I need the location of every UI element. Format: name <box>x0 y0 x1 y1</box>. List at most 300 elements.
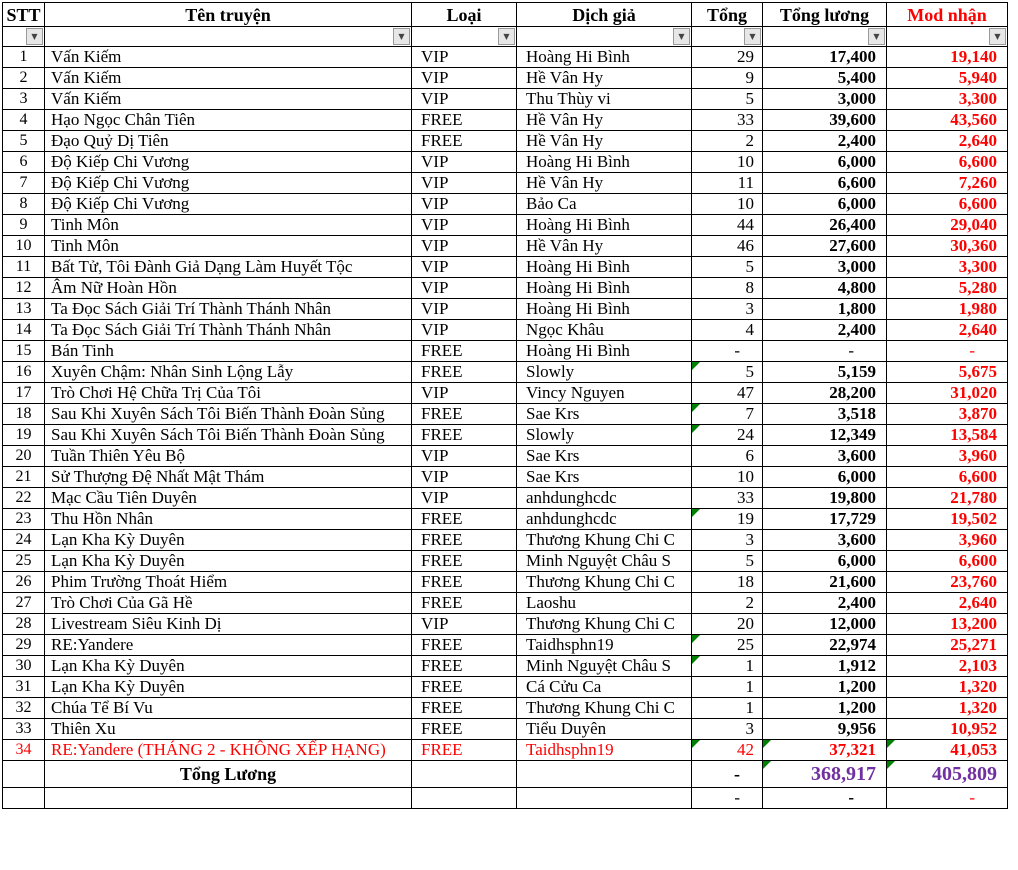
story-name-cell[interactable] <box>45 152 412 173</box>
story-name-cell[interactable] <box>45 215 412 236</box>
translator-cell[interactable] <box>517 740 692 761</box>
footer-total-salary-cell[interactable]: - <box>763 788 887 809</box>
row-number-cell-text: 2 <box>19 69 28 86</box>
translator-cell[interactable] <box>517 509 692 530</box>
mod-receive-cell[interactable] <box>887 656 1008 677</box>
total-chapters-cell[interactable] <box>692 593 763 614</box>
row-number-cell[interactable] <box>3 194 45 215</box>
type-cell[interactable] <box>412 320 517 341</box>
mod-receive-cell[interactable] <box>887 509 1008 530</box>
mod-receive-cell[interactable] <box>887 572 1008 593</box>
total-salary-cell[interactable] <box>763 719 887 740</box>
total-salary-cell[interactable] <box>763 446 887 467</box>
total-chapters-cell[interactable] <box>692 110 763 131</box>
translator-cell[interactable] <box>517 383 692 404</box>
story-name-cell[interactable] <box>45 677 412 698</box>
total-chapters-cell[interactable] <box>692 278 763 299</box>
total-salary-cell[interactable] <box>763 278 887 299</box>
row-number-cell[interactable] <box>3 446 45 467</box>
translator-cell-text: Sae Krs <box>526 446 580 465</box>
story-name-cell[interactable] <box>45 341 412 362</box>
error-triangle-icon <box>887 740 895 748</box>
mod-receive-cell[interactable] <box>887 362 1008 383</box>
total-salary-cell-text: 9,956 <box>837 719 876 738</box>
row-number-cell[interactable] <box>3 278 45 299</box>
row-number-cell[interactable] <box>3 257 45 278</box>
story-name-cell[interactable] <box>45 425 412 446</box>
row-number-cell[interactable] <box>3 236 45 257</box>
mod-receive-cell[interactable] <box>887 215 1008 236</box>
row-number-cell[interactable] <box>3 467 45 488</box>
translator-cell[interactable] <box>517 656 692 677</box>
row-number-cell[interactable] <box>3 551 45 572</box>
type-cell[interactable] <box>412 446 517 467</box>
story-name-cell[interactable] <box>45 656 412 677</box>
translator-cell[interactable] <box>517 362 692 383</box>
filter-dropdown-button-stt[interactable] <box>26 28 43 45</box>
translator-cell[interactable] <box>517 110 692 131</box>
mod-receive-cell[interactable] <box>887 278 1008 299</box>
total-salary-cell[interactable] <box>763 341 887 362</box>
translator-cell[interactable] <box>517 68 692 89</box>
mod-receive-cell[interactable] <box>887 341 1008 362</box>
translator-cell[interactable] <box>517 530 692 551</box>
mod-receive-cell[interactable] <box>887 488 1008 509</box>
summary-empty-translator-cell[interactable] <box>517 761 692 788</box>
footer-empty-translator-cell[interactable] <box>517 788 692 809</box>
row-number-cell-text: 31 <box>15 678 32 695</box>
type-cell[interactable] <box>412 362 517 383</box>
translator-cell[interactable] <box>517 173 692 194</box>
mod-receive-cell-text: 1,980 <box>958 299 997 318</box>
total-chapters-cell[interactable] <box>692 362 763 383</box>
column-header-total-salary[interactable]: Tổng lương <box>763 3 887 27</box>
row-number-cell-text: 18 <box>15 405 32 422</box>
row-number-cell[interactable] <box>3 572 45 593</box>
story-name-cell[interactable] <box>45 551 412 572</box>
story-name-cell[interactable] <box>45 194 412 215</box>
total-chapters-cell[interactable] <box>692 341 763 362</box>
type-cell[interactable] <box>412 110 517 131</box>
row-number-cell-text: 20 <box>15 447 32 464</box>
story-name-cell[interactable] <box>45 740 412 761</box>
story-name-cell[interactable] <box>45 257 412 278</box>
mod-receive-cell[interactable] <box>887 551 1008 572</box>
translator-cell[interactable] <box>517 572 692 593</box>
total-chapters-cell[interactable] <box>692 47 763 68</box>
mod-receive-cell[interactable] <box>887 467 1008 488</box>
total-salary-cell[interactable] <box>763 635 887 656</box>
story-name-cell[interactable] <box>45 362 412 383</box>
mod-receive-cell[interactable] <box>887 698 1008 719</box>
story-name-cell[interactable] <box>45 593 412 614</box>
story-name-cell[interactable] <box>45 488 412 509</box>
row-number-cell[interactable] <box>3 719 45 740</box>
mod-receive-cell-text: 5,675 <box>958 362 997 381</box>
column-header-total[interactable]: Tổng <box>692 3 763 27</box>
total-salary-cell[interactable] <box>763 740 887 761</box>
row-number-cell[interactable] <box>3 614 45 635</box>
translator-cell[interactable] <box>517 299 692 320</box>
story-name-cell[interactable] <box>45 68 412 89</box>
type-cell[interactable] <box>412 572 517 593</box>
total-salary-cell-text: 12,000 <box>829 614 876 633</box>
column-header-type[interactable]: Loại <box>412 3 517 27</box>
story-name-cell[interactable] <box>45 404 412 425</box>
story-name-cell[interactable] <box>45 719 412 740</box>
translator-cell[interactable] <box>517 551 692 572</box>
filter-dropdown-button-total[interactable] <box>744 28 761 45</box>
type-cell[interactable] <box>412 635 517 656</box>
mod-receive-cell[interactable] <box>887 719 1008 740</box>
total-chapters-cell[interactable] <box>692 488 763 509</box>
total-chapters-cell[interactable] <box>692 404 763 425</box>
type-cell[interactable] <box>412 488 517 509</box>
row-number-cell-text: 33 <box>15 720 32 737</box>
type-cell[interactable] <box>412 614 517 635</box>
row-number-cell[interactable] <box>3 110 45 131</box>
type-cell[interactable] <box>412 299 517 320</box>
row-number-cell[interactable] <box>3 383 45 404</box>
total-salary-cell[interactable] <box>763 194 887 215</box>
type-cell[interactable] <box>412 152 517 173</box>
translator-cell-text: Thương Khung Chi C <box>526 698 676 717</box>
translator-cell[interactable] <box>517 677 692 698</box>
translator-cell[interactable] <box>517 278 692 299</box>
type-cell[interactable] <box>412 677 517 698</box>
total-chapters-cell[interactable] <box>692 152 763 173</box>
row-number-cell[interactable] <box>3 404 45 425</box>
mod-receive-cell[interactable] <box>887 740 1008 761</box>
summary-empty-type-cell[interactable] <box>412 761 517 788</box>
column-header-story-name[interactable]: Tên truyện <box>45 3 412 27</box>
summary-empty-stt-cell[interactable] <box>3 761 45 788</box>
column-header-mod-receive[interactable]: Mod nhận <box>887 3 1008 27</box>
translator-cell[interactable] <box>517 719 692 740</box>
type-cell[interactable] <box>412 257 517 278</box>
footer-empty-type-cell[interactable] <box>412 788 517 809</box>
total-salary-cell[interactable] <box>763 509 887 530</box>
filter-dropdown-button-story-name[interactable] <box>393 28 410 45</box>
row-number-cell[interactable] <box>3 425 45 446</box>
footer-empty-stt-cell[interactable] <box>3 788 45 809</box>
total-salary-cell[interactable] <box>763 362 887 383</box>
mod-receive-cell[interactable] <box>887 593 1008 614</box>
type-cell[interactable] <box>412 215 517 236</box>
mod-receive-cell[interactable] <box>887 530 1008 551</box>
type-cell[interactable] <box>412 236 517 257</box>
total-salary-cell[interactable] <box>763 320 887 341</box>
translator-cell[interactable] <box>517 593 692 614</box>
translator-cell[interactable] <box>517 257 692 278</box>
total-salary-cell[interactable] <box>763 593 887 614</box>
column-header-translator[interactable]: Dịch giả <box>517 3 692 27</box>
translator-cell-text: Taidhsphn19 <box>526 740 614 759</box>
total-chapters-cell[interactable] <box>692 635 763 656</box>
translator-cell[interactable] <box>517 614 692 635</box>
type-cell[interactable] <box>412 719 517 740</box>
translator-cell-text: Hề Vân Hy <box>526 236 604 255</box>
row-number-cell[interactable] <box>3 740 45 761</box>
type-cell[interactable] <box>412 278 517 299</box>
total-chapters-cell[interactable] <box>692 68 763 89</box>
type-cell[interactable] <box>412 194 517 215</box>
translator-cell-text: Taidhsphn19 <box>526 635 614 654</box>
translator-cell[interactable] <box>517 89 692 110</box>
mod-receive-cell-text: - <box>969 341 975 360</box>
total-chapters-cell[interactable] <box>692 614 763 635</box>
translator-cell[interactable] <box>517 341 692 362</box>
translator-cell[interactable] <box>517 131 692 152</box>
column-header-stt[interactable]: STT <box>3 3 45 27</box>
story-name-cell[interactable] <box>45 236 412 257</box>
mod-receive-cell[interactable] <box>887 257 1008 278</box>
story-name-cell[interactable] <box>45 131 412 152</box>
total-chapters-cell[interactable] <box>692 173 763 194</box>
translator-cell[interactable] <box>517 194 692 215</box>
type-cell[interactable] <box>412 551 517 572</box>
total-chapters-cell[interactable] <box>692 467 763 488</box>
total-chapters-cell[interactable] <box>692 677 763 698</box>
mod-receive-cell[interactable] <box>887 152 1008 173</box>
row-number-cell[interactable] <box>3 509 45 530</box>
story-name-cell[interactable] <box>45 278 412 299</box>
story-name-cell[interactable] <box>45 698 412 719</box>
mod-receive-cell[interactable] <box>887 614 1008 635</box>
row-number-cell[interactable] <box>3 341 45 362</box>
row-number-cell[interactable] <box>3 173 45 194</box>
summary-mod-receive-cell[interactable] <box>887 761 1008 788</box>
mod-receive-cell[interactable] <box>887 47 1008 68</box>
mod-receive-cell[interactable] <box>887 635 1008 656</box>
filter-dropdown-button-translator[interactable] <box>673 28 690 45</box>
total-chapters-cell[interactable] <box>692 383 763 404</box>
salary-table <box>2 2 1008 809</box>
footer-mod-receive-cell[interactable]: - <box>887 788 1008 809</box>
mod-receive-cell[interactable] <box>887 320 1008 341</box>
total-salary-cell-text: 1,912 <box>837 656 876 675</box>
type-cell[interactable] <box>412 698 517 719</box>
type-cell[interactable] <box>412 530 517 551</box>
total-salary-cell[interactable] <box>763 551 887 572</box>
translator-cell[interactable] <box>517 236 692 257</box>
total-salary-cell[interactable] <box>763 131 887 152</box>
row-number-cell[interactable] <box>3 530 45 551</box>
total-chapters-cell[interactable] <box>692 698 763 719</box>
type-cell[interactable] <box>412 131 517 152</box>
type-cell[interactable] <box>412 467 517 488</box>
translator-cell[interactable] <box>517 47 692 68</box>
total-salary-cell[interactable] <box>763 215 887 236</box>
translator-cell-text: Hề Vân Hy <box>526 110 604 129</box>
filter-dropdown-button-total-salary[interactable] <box>868 28 885 45</box>
total-salary-cell[interactable] <box>763 152 887 173</box>
total-salary-cell[interactable] <box>763 572 887 593</box>
total-salary-cell[interactable] <box>763 299 887 320</box>
row-number-cell[interactable] <box>3 698 45 719</box>
translator-cell[interactable] <box>517 488 692 509</box>
row-number-cell[interactable] <box>3 68 45 89</box>
row-number-cell-text: 19 <box>15 426 32 443</box>
mod-receive-cell-text: 31,020 <box>950 383 997 402</box>
table-row <box>3 236 1008 257</box>
story-name-cell[interactable] <box>45 614 412 635</box>
translator-cell[interactable] <box>517 467 692 488</box>
table-row <box>3 593 1008 614</box>
type-cell[interactable] <box>412 656 517 677</box>
summary-label-cell[interactable]: Tổng Lương <box>45 761 412 788</box>
filter-dropdown-button-type[interactable] <box>498 28 515 45</box>
story-name-cell[interactable] <box>45 530 412 551</box>
row-number-cell-text: 1 <box>19 48 28 65</box>
translator-cell[interactable] <box>517 320 692 341</box>
total-salary-cell[interactable] <box>763 89 887 110</box>
mod-receive-cell[interactable] <box>887 404 1008 425</box>
story-name-cell-text: RE:Yandere <box>51 635 134 654</box>
mod-receive-cell[interactable] <box>887 131 1008 152</box>
total-chapters-cell[interactable] <box>692 530 763 551</box>
total-chapters-cell[interactable] <box>692 194 763 215</box>
story-name-cell[interactable] <box>45 383 412 404</box>
total-chapters-cell[interactable] <box>692 89 763 110</box>
total-salary-cell[interactable] <box>763 614 887 635</box>
total-salary-cell[interactable] <box>763 383 887 404</box>
summary-total-salary-cell[interactable] <box>763 761 887 788</box>
row-number-cell[interactable] <box>3 89 45 110</box>
type-cell[interactable] <box>412 68 517 89</box>
story-name-cell[interactable] <box>45 173 412 194</box>
total-salary-cell[interactable] <box>763 530 887 551</box>
row-number-cell[interactable] <box>3 131 45 152</box>
type-cell[interactable] <box>412 593 517 614</box>
type-cell[interactable] <box>412 47 517 68</box>
type-cell[interactable] <box>412 425 517 446</box>
row-number-cell-text: 7 <box>19 174 28 191</box>
total-salary-cell[interactable] <box>763 677 887 698</box>
story-name-cell-text: Tinh Môn <box>51 215 119 234</box>
row-number-cell[interactable] <box>3 215 45 236</box>
table-row <box>3 47 1008 68</box>
total-chapters-cell[interactable] <box>692 719 763 740</box>
mod-receive-cell-text: 6,600 <box>958 152 997 171</box>
total-chapters-cell[interactable] <box>692 551 763 572</box>
type-cell[interactable] <box>412 740 517 761</box>
total-salary-cell[interactable] <box>763 698 887 719</box>
total-chapters-cell[interactable] <box>692 656 763 677</box>
translator-cell[interactable] <box>517 446 692 467</box>
translator-cell[interactable] <box>517 404 692 425</box>
total-chapters-cell[interactable] <box>692 425 763 446</box>
mod-receive-cell[interactable] <box>887 425 1008 446</box>
translator-cell[interactable] <box>517 635 692 656</box>
total-salary-cell[interactable] <box>763 47 887 68</box>
summary-total-cell[interactable]: - <box>692 761 763 788</box>
row-number-cell[interactable] <box>3 635 45 656</box>
type-cell[interactable] <box>412 341 517 362</box>
translator-cell[interactable] <box>517 425 692 446</box>
story-name-cell[interactable] <box>45 467 412 488</box>
total-chapters-cell[interactable] <box>692 446 763 467</box>
footer-empty-name-cell[interactable] <box>45 788 412 809</box>
story-name-cell[interactable] <box>45 572 412 593</box>
type-cell[interactable] <box>412 89 517 110</box>
total-chapters-cell[interactable] <box>692 257 763 278</box>
translator-cell[interactable] <box>517 152 692 173</box>
type-cell[interactable] <box>412 383 517 404</box>
total-chapters-cell-text: 5 <box>745 551 754 570</box>
total-salary-cell[interactable] <box>763 236 887 257</box>
row-number-cell-text: 17 <box>15 384 32 401</box>
translator-cell[interactable] <box>517 215 692 236</box>
story-name-cell[interactable] <box>45 47 412 68</box>
type-cell[interactable] <box>412 404 517 425</box>
total-chapters-cell[interactable] <box>692 236 763 257</box>
mod-receive-cell[interactable] <box>887 677 1008 698</box>
story-name-cell[interactable] <box>45 509 412 530</box>
row-number-cell[interactable] <box>3 677 45 698</box>
mod-receive-cell[interactable] <box>887 68 1008 89</box>
total-chapters-cell[interactable] <box>692 740 763 761</box>
mod-receive-cell[interactable] <box>887 446 1008 467</box>
mod-receive-cell[interactable] <box>887 383 1008 404</box>
row-number-cell[interactable] <box>3 488 45 509</box>
row-number-cell[interactable] <box>3 362 45 383</box>
story-name-cell[interactable] <box>45 446 412 467</box>
total-salary-cell[interactable] <box>763 656 887 677</box>
type-cell[interactable] <box>412 173 517 194</box>
total-salary-cell[interactable] <box>763 467 887 488</box>
row-number-cell[interactable] <box>3 593 45 614</box>
mod-receive-cell-text: 6,600 <box>958 194 997 213</box>
total-salary-cell[interactable] <box>763 68 887 89</box>
story-name-cell[interactable] <box>45 320 412 341</box>
mod-receive-cell[interactable] <box>887 89 1008 110</box>
filter-dropdown-button-mod-receive[interactable] <box>989 28 1006 45</box>
total-salary-cell[interactable] <box>763 404 887 425</box>
total-chapters-cell[interactable] <box>692 572 763 593</box>
total-salary-cell[interactable] <box>763 425 887 446</box>
type-cell[interactable] <box>412 509 517 530</box>
total-chapters-cell[interactable] <box>692 320 763 341</box>
total-chapters-cell[interactable] <box>692 299 763 320</box>
story-name-cell[interactable] <box>45 299 412 320</box>
story-name-cell[interactable] <box>45 110 412 131</box>
row-number-cell[interactable] <box>3 47 45 68</box>
story-name-cell[interactable] <box>45 89 412 110</box>
mod-receive-cell[interactable] <box>887 194 1008 215</box>
total-chapters-cell[interactable] <box>692 509 763 530</box>
mod-receive-cell[interactable] <box>887 110 1008 131</box>
total-salary-cell[interactable] <box>763 110 887 131</box>
mod-receive-cell[interactable] <box>887 299 1008 320</box>
row-number-cell[interactable] <box>3 152 45 173</box>
mod-receive-cell[interactable] <box>887 173 1008 194</box>
row-number-cell[interactable] <box>3 320 45 341</box>
mod-receive-cell[interactable] <box>887 236 1008 257</box>
chevron-down-icon: ▼ <box>749 31 756 41</box>
total-salary-cell[interactable] <box>763 257 887 278</box>
row-number-cell[interactable] <box>3 299 45 320</box>
total-salary-cell[interactable] <box>763 173 887 194</box>
total-chapters-cell[interactable] <box>692 131 763 152</box>
total-salary-cell[interactable] <box>763 488 887 509</box>
table-row <box>3 194 1008 215</box>
story-name-cell[interactable] <box>45 635 412 656</box>
row-number-cell[interactable] <box>3 656 45 677</box>
footer-total-cell[interactable]: - <box>692 788 763 809</box>
total-chapters-cell[interactable] <box>692 215 763 236</box>
translator-cell[interactable] <box>517 698 692 719</box>
